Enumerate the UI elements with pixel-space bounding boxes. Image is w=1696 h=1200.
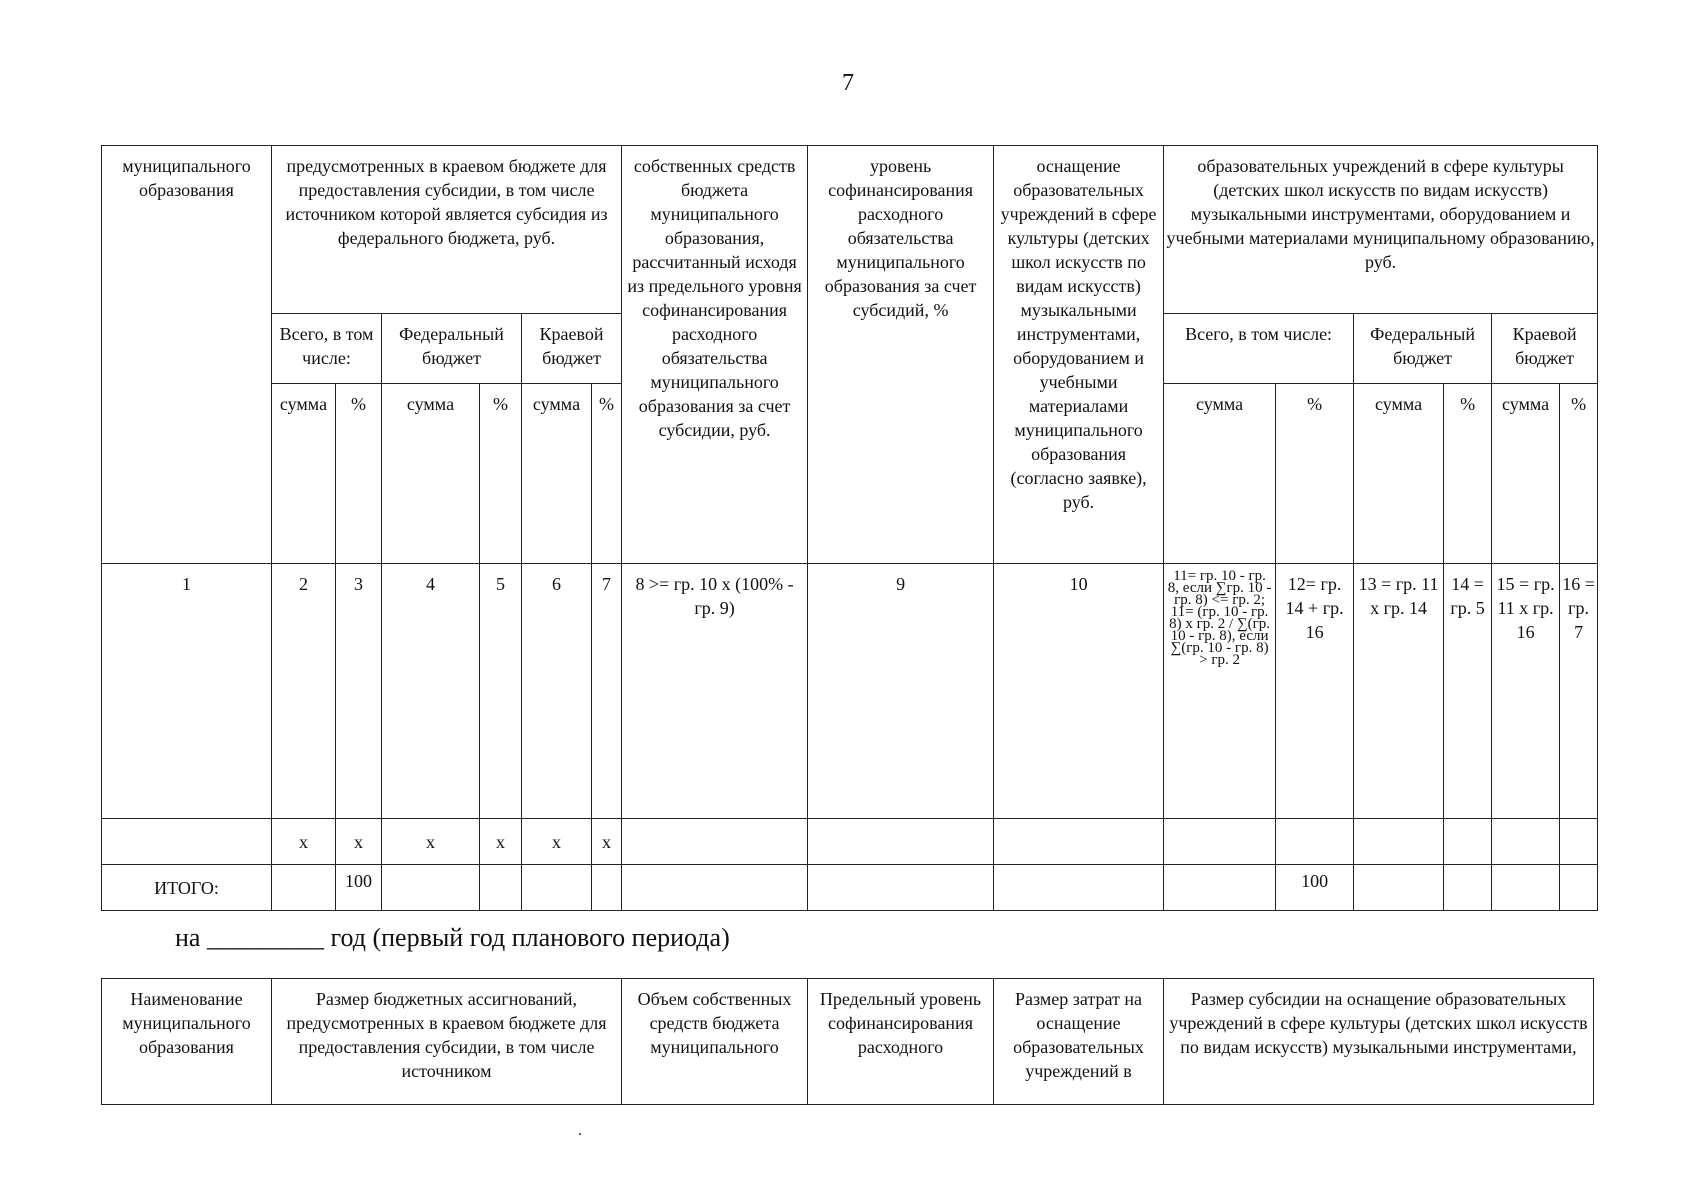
- empty-cell: [1164, 819, 1276, 865]
- header-cofinancing-limit: Предельный уровень софинансирования расходного: [808, 979, 994, 1105]
- header-municipal: муниципального образования: [102, 146, 272, 564]
- empty-cell: [808, 819, 994, 865]
- subheader-sum: сумма: [522, 384, 592, 564]
- total-percent: 100: [1276, 865, 1354, 911]
- column-formula: 14 = гр. 5: [1444, 564, 1492, 819]
- subheader-pct: %: [336, 384, 382, 564]
- empty-cell: [1560, 865, 1598, 911]
- x-mark: х: [272, 819, 336, 865]
- subheader-total-right: Всего, в том числе:: [1164, 314, 1354, 384]
- page-number: 7: [842, 70, 854, 96]
- header-allocations: предусмотренных в краевом бюджете для предоставления субсидии, в том числе источником которой является субсидия из федерального бюджета, руб.: [272, 146, 622, 314]
- empty-cell: [1354, 819, 1444, 865]
- x-mark: х: [592, 819, 622, 865]
- stray-dot: .: [578, 1122, 582, 1139]
- subheader-sum: сумма: [1492, 384, 1560, 564]
- total-label: ИТОГО:: [102, 865, 272, 911]
- column-number: 9: [808, 564, 994, 819]
- subheader-pct: %: [1560, 384, 1598, 564]
- subheader-sum: сумма: [1354, 384, 1444, 564]
- column-number: 7: [592, 564, 622, 819]
- column-formula: 15 = гр. 11 х гр. 16: [1492, 564, 1560, 819]
- empty-cell: [994, 865, 1164, 911]
- header-equipment-costs: оснащение образовательных учреждений в сфере культуры (детских школ искусств по видам искусств) музыкальными инструментами, оборудованием и учебными материалами муниципального образования (согласно заявке), руб.: [994, 146, 1164, 564]
- subheader-pct: %: [1276, 384, 1354, 564]
- subheader-sum: сумма: [1164, 384, 1276, 564]
- empty-cell: [1492, 819, 1560, 865]
- header-subsidy: образовательных учреждений в сфере культуры (детских школ искусств по видам искусств) музыкальными инструментами, оборудованием и учебными материалами муниципальному образованию, руб.: [1164, 146, 1598, 314]
- empty-cell: [1492, 865, 1560, 911]
- empty-cell: [1560, 819, 1598, 865]
- column-number: 5: [480, 564, 522, 819]
- header-cofinancing-level: уровень софинансирования расходного обязательства муниципального образования за счет субсидий, %: [808, 146, 994, 564]
- header-subsidy-size: Размер субсидии на оснащение образовательных учреждений в сфере культуры (детских школ искусств по видам искусств) музыкальными инструментами,: [1164, 979, 1594, 1105]
- column-formula: 8 >= гр. 10 x (100% - гр. 9): [622, 564, 808, 819]
- empty-cell: [522, 865, 592, 911]
- header-equipment-costs: Размер затрат на оснащение образовательных учреждений в: [994, 979, 1164, 1105]
- total-percent: 100: [336, 865, 382, 911]
- subheader-federal-right: Федеральный бюджет: [1354, 314, 1492, 384]
- column-formula: 11= гр. 10 - гр. 8, если ∑гр. 10 - гр. 8) <= гр. 2; 11= (гр. 10 - гр. 8) х гр. 2 / ∑(гр. 10 - гр. 8), если ∑(гр. 10 - гр. 8) > гр. 2: [1164, 564, 1276, 819]
- empty-cell: [102, 819, 272, 865]
- column-formula: 12= гр. 14 + гр. 16: [1276, 564, 1354, 819]
- column-number: 1: [102, 564, 272, 819]
- empty-cell: [1164, 865, 1276, 911]
- x-mark: х: [522, 819, 592, 865]
- x-mark: х: [480, 819, 522, 865]
- header-own-funds: собственных средств бюджета муниципального образования, рассчитанный исходя из предельного уровня софинансирования расходного обязательства муниципального образования за счет субсидии, руб.: [622, 146, 808, 564]
- subheader-pct: %: [592, 384, 622, 564]
- x-mark: х: [382, 819, 480, 865]
- empty-cell: [1444, 865, 1492, 911]
- empty-cell: [622, 819, 808, 865]
- section-heading: на _________ год (первый год планового периода): [175, 923, 730, 952]
- column-formula: 16 = гр. 7: [1560, 564, 1598, 819]
- empty-cell: [592, 865, 622, 911]
- header-municipal-name: Наименование муниципального образования: [102, 979, 272, 1105]
- column-number: 2: [272, 564, 336, 819]
- empty-cell: [382, 865, 480, 911]
- column-number: 10: [994, 564, 1164, 819]
- header-own-funds: Объем собственных средств бюджета муниципального: [622, 979, 808, 1105]
- empty-cell: [1354, 865, 1444, 911]
- next-year-table: [101, 978, 1594, 1105]
- x-mark: х: [336, 819, 382, 865]
- column-number: 6: [522, 564, 592, 819]
- empty-cell: [480, 865, 522, 911]
- subheader-pct: %: [480, 384, 522, 564]
- subheader-pct: %: [1444, 384, 1492, 564]
- column-number: 3: [336, 564, 382, 819]
- header-budget-allocations: Размер бюджетных ассигнований, предусмотренных в краевом бюджете для предоставления субсидии, в том числе источником: [272, 979, 622, 1105]
- subheader-regional-left: Краевой бюджет: [522, 314, 622, 384]
- column-formula: 13 = гр. 11 х гр. 14: [1354, 564, 1444, 819]
- subheader-regional-right: Краевой бюджет: [1492, 314, 1598, 384]
- subheader-federal-left: Федеральный бюджет: [382, 314, 522, 384]
- subheader-total-left: Всего, в том числе:: [272, 314, 382, 384]
- empty-cell: [272, 865, 336, 911]
- subsidy-table: [101, 145, 1598, 911]
- column-number: 4: [382, 564, 480, 819]
- subheader-sum: сумма: [272, 384, 336, 564]
- empty-cell: [994, 819, 1164, 865]
- empty-cell: [808, 865, 994, 911]
- subheader-sum: сумма: [382, 384, 480, 564]
- empty-cell: [1276, 819, 1354, 865]
- empty-cell: [1444, 819, 1492, 865]
- empty-cell: [622, 865, 808, 911]
